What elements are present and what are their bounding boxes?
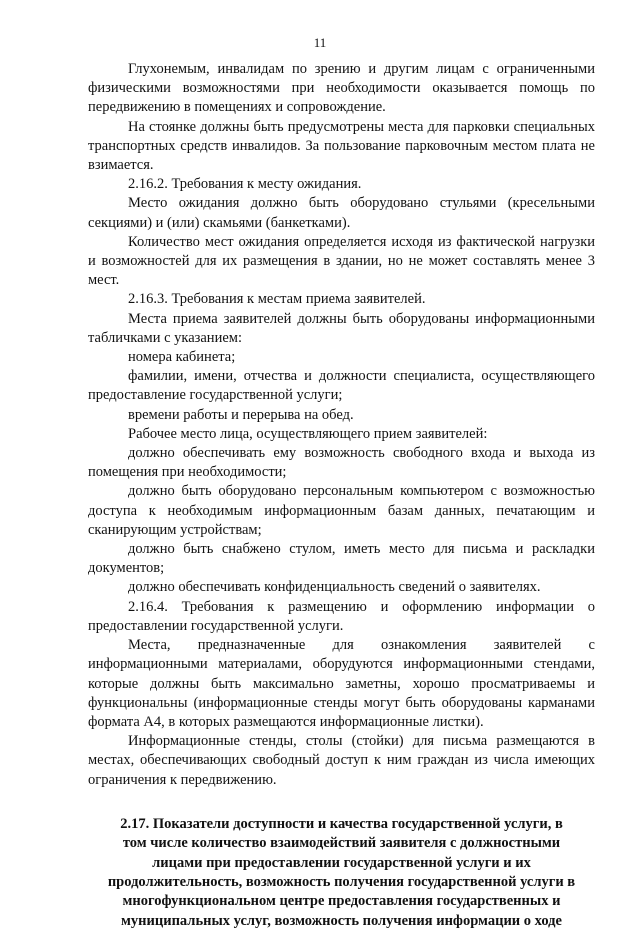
- list-item-chair-desk: должно быть снабжено стулом, иметь место для письма и раскладки документов;: [88, 541, 595, 577]
- section-2-16-3-title: 2.16.3. Требования к местам приема заявителей.: [128, 291, 426, 308]
- list-item-confidentiality: должно обеспечивать конфиденциальность сведений о заявителях.: [128, 579, 541, 596]
- section-2-16-2-title: 2.16.2. Требования к месту ожидания.: [128, 176, 362, 193]
- paragraph-info-stands: Места, предназначенные для ознакомления заявителей с информационными материалами, оборудуются информационными стендами, которые должны быть максимально заметны, хорошо просматриваемы и функциональны (информационные стенды могут быть оборудованы карманами формата А4, в которых размещаются информационные листки).: [88, 637, 595, 730]
- list-item-room-number: номера кабинета;: [128, 349, 236, 366]
- section-2-17-heading: [88, 815, 595, 931]
- list-item-working-hours: времени работы и перерыва на обед.: [128, 406, 354, 423]
- paragraph-stand-placement: Информационные стенды, столы (стойки) для письма размещаются в местах, обеспечивающих свободный доступ к ним граждан из числа имеющих ограничения к передвижению.: [88, 733, 595, 788]
- list-item-free-entry: должно обеспечивать ему возможность свободного входа и выхода из помещения при необходимости;: [88, 445, 595, 481]
- page-number: 11: [313, 35, 327, 50]
- heading-line: 2.17. Показатели доступности и качества государственной услуги, в: [120, 815, 563, 832]
- section-2-16-4-title: 2.16.4. Требования к размещению и оформлению информации о предоставлении государственной услуги.: [88, 598, 595, 634]
- heading-line: муниципальных услуг, возможность получения информации о ходе: [121, 912, 562, 929]
- paragraph-waiting-capacity: Количество мест ожидания определяется исходя из фактической нагрузки и возможностей для их размещения в здании, но не может составлять менее 3 мест.: [88, 233, 595, 289]
- heading-line: том числе количество взаимодействий заявителя с должностными: [122, 835, 561, 852]
- page-content: [88, 60, 595, 931]
- paragraph-parking: На стоянке должны быть предусмотрены места для парковки специальных транспортных средств инвалидов. За пользование парковочным местом плата не взимается.: [88, 118, 595, 174]
- paragraph-workplace-intro: Рабочее место лица, осуществляющего прием заявителей:: [128, 425, 488, 442]
- paragraph-waiting-seating: Место ожидания должно быть оборудовано стульями (кресельными секциями) и (или) скамьями (банкетками).: [88, 195, 595, 231]
- heading-line: продолжительность, возможность получения государственной услуги в: [107, 873, 576, 890]
- section-spacer: [88, 790, 595, 815]
- list-item-specialist-name: фамилии, имени, отчества и должности специалиста, осуществляющего предоставление государственной услуги;: [88, 368, 595, 404]
- heading-line: многофункциональном центре предоставления государственных и: [122, 893, 561, 910]
- paragraph-assistance: Глухонемым, инвалидам по зрению и другим лицам с ограниченными физическими возможностями при необходимости оказывается помощь по передвижению в помещениях и сопровождение.: [88, 61, 595, 116]
- paragraph-signage: Места приема заявителей должны быть оборудованы информационными табличками с указанием:: [88, 310, 595, 346]
- list-item-computer: должно быть оборудовано персональным компьютером с возможностью доступа к необходимым информационным базам данных, печатающим и сканирующим устройствам;: [88, 483, 595, 538]
- heading-line: лицами при предоставлении государственной услуги и их: [152, 854, 531, 871]
